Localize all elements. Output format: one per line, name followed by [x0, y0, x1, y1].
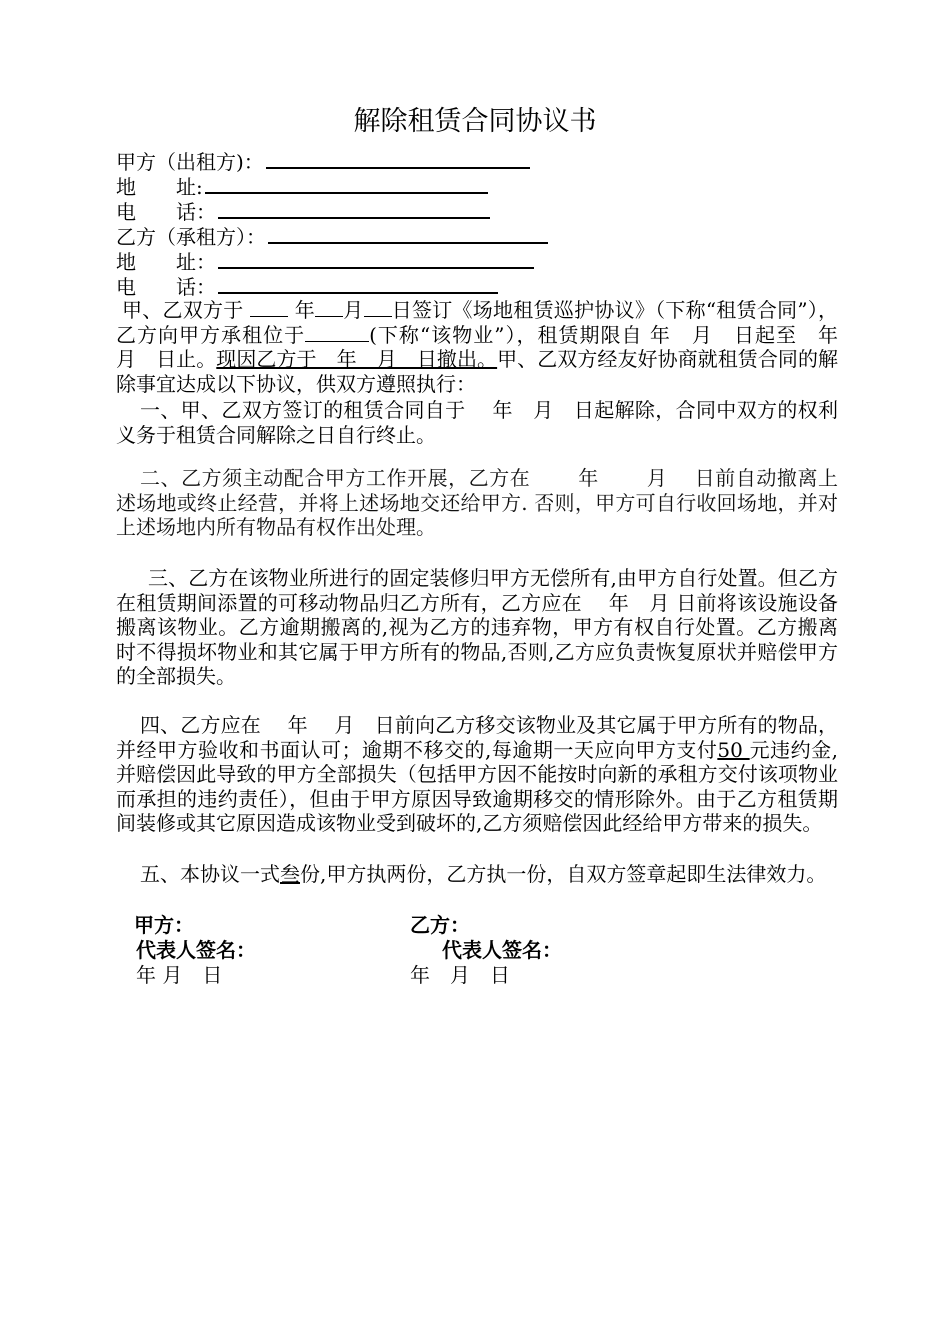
party-a-field — [116, 148, 530, 175]
phone-a-blank — [218, 198, 490, 219]
address-a-blank — [205, 173, 488, 194]
signature-party-a: 甲方： — [134, 913, 194, 937]
clause-3: 三、乙方在该物业所进行的固定装修归甲方无偿所有,由甲方自行处置。但乙方在租赁期间添置的可移动物品归乙方所有，乙方应在 年 月 日前将该设施设备搬离该物业。乙方逾期搬离的,视为乙方的违弃物，甲方有权自行处置。乙方搬离时不得损坏物业和其它属于甲方所有的物品,否则,乙方应负责恢复原状并赔偿甲方的全部损失。 — [116, 566, 838, 688]
party-b-label: 乙方（承租方）： — [116, 225, 266, 249]
clause-2: 二、乙方须主动配合甲方工作开展，乙方在 年 月 日前自动撤离上述场地或终止经营，并将上述场地交还给甲方. 否则，甲方可自行收回场地，并对上述场地内所有物品有权作出处理。 — [116, 466, 838, 539]
phone-b-blank — [218, 273, 498, 294]
clause-5: 五、本协议一式叁份,甲方执两份，乙方执一份，自双方签章起即生法律效力。 — [140, 862, 827, 886]
phone-b-field — [116, 273, 498, 300]
intro-location-blank — [305, 325, 369, 342]
party-b-blank — [268, 223, 548, 244]
penalty-amount: 50 — [717, 737, 750, 762]
phone-b-label: 电 话： — [116, 275, 216, 299]
clause-4: 四、乙方应在 年 月 日前向乙方移交该物业及其它属于甲方所有的物品，并经甲方验收和书面认可；逾期不移交的,每逾期一天应向甲方支付50 元违约金,并赔偿因此导致的甲方全部损失（包括甲方因不能按时向新的承租方交付该项物业而承担的违约责任），但由于甲方原因导致逾期移交的情形除外。由于乙方租赁期间装修或其它原因造成该物业受到破坏的,乙方须赔偿因此经给甲方带来的损失。 — [116, 713, 839, 835]
intro-year-blank — [250, 300, 288, 317]
party-b-field — [116, 223, 548, 250]
address-b-blank — [218, 248, 534, 269]
phone-a-field — [116, 198, 490, 225]
intro-paragraph: 甲、乙双方于 年 月 日签订《场地租赁巡护协议》（下称“租赁合同”），乙方向甲方承租位于 (下称“该物业”），租赁期限自 年 月 日起至 年 月 日止。现因乙方于 年 月 日撤出。甲、乙双方经友好协商就租赁合同的解除事宜达成以下协议，供双方遵照执行： — [116, 298, 859, 396]
document-title: 解除租赁合同协议书 — [353, 106, 597, 137]
phone-a-label: 电 话： — [116, 200, 216, 224]
address-a-field — [116, 173, 488, 200]
signature-date-a: 年 月 日 — [136, 963, 223, 987]
party-a-blank — [266, 148, 530, 169]
copy-count: 叁 — [280, 862, 300, 886]
address-a-label: 地 址: — [116, 175, 203, 199]
address-b-field — [116, 248, 534, 275]
intro-month-blank — [315, 300, 343, 317]
signature-rep-a: 代表人签名： — [136, 938, 256, 962]
clause-1: 一、甲、乙双方签订的租赁合同自于 年 月 日起解除，合同中双方的权利义务于租赁合同解除之日自行终止。 — [116, 398, 838, 447]
signature-rep-b: 代表人签名： — [442, 938, 562, 962]
party-a-label: 甲方（出租方)： — [116, 150, 264, 174]
signature-date-b: 年 月 日 — [410, 963, 510, 987]
signature-party-b: 乙方： — [410, 913, 470, 937]
address-b-label: 地 址： — [116, 250, 216, 274]
intro-day-blank — [364, 300, 392, 317]
